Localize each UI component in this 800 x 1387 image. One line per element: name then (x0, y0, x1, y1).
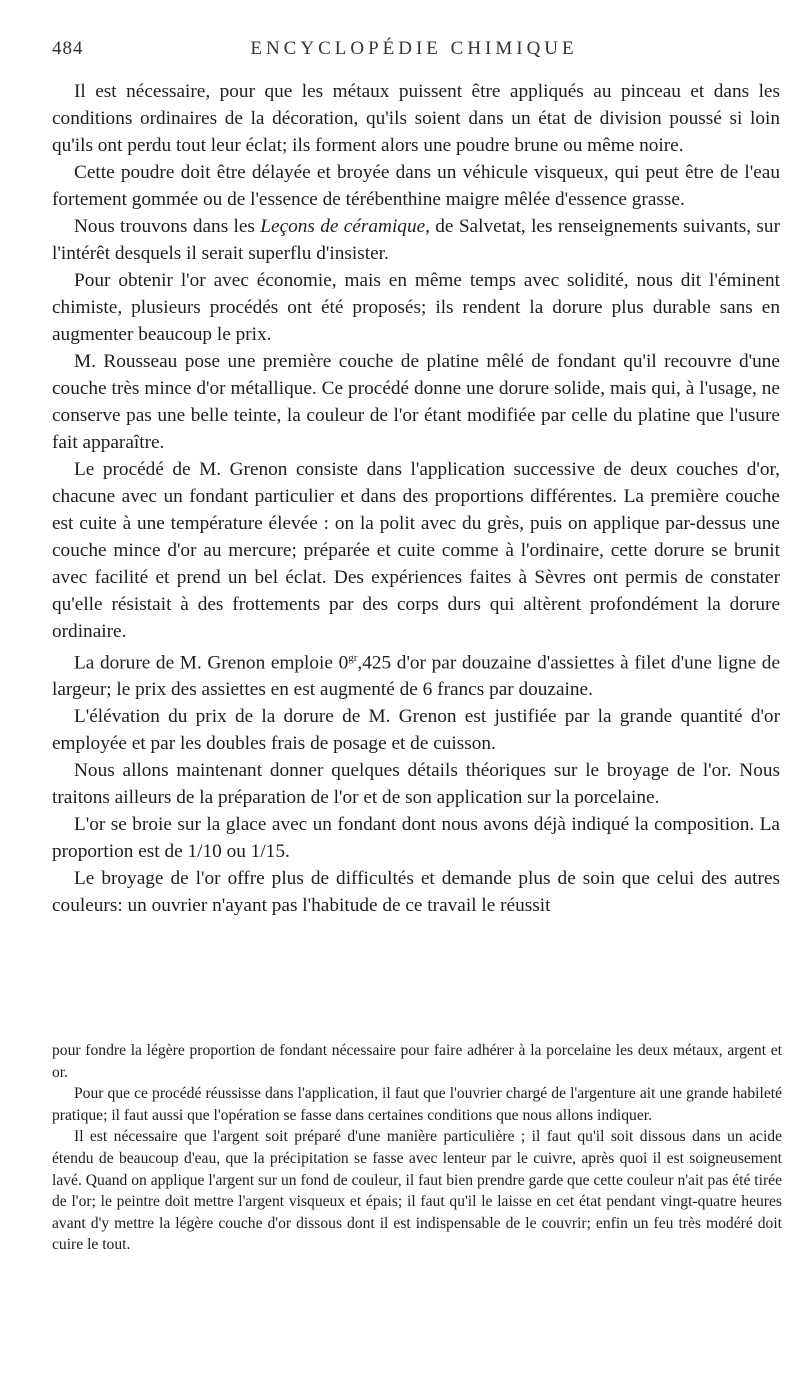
text-run: ,425 d'or par douzaine d'assiettes à filet d'une ligne de largeur; le prix des assiettes en est augmenté de 6 francs par douzaine. (52, 652, 780, 701)
paragraph: Pour obtenir l'or avec économie, mais en même temps avec solidité, nous dit l'éminent chimiste, plusieurs procédés ont été proposés; ils rendent la dorure plus durable sans en augmenter beaucoup le prix. (52, 270, 780, 345)
page-header (52, 38, 776, 64)
paragraph: M. Rousseau pose une première couche de platine mêlé de fondant qu'il recouvre d'une couche très mince d'or métallique. Ce procédé donne une dorure solide, mais qui, à l'usage, ne conserve pas une belle teinte, la couleur de l'or étant modifiée par celle du platine que l'usure fait apparaître. (52, 351, 780, 453)
page-number: 484 (52, 38, 84, 59)
paragraph: Nous allons maintenant donner quelques détails théoriques sur le broyage de l'or. Nous traitons ailleurs de la préparation de l'or et de son application sur la porcelaine. (52, 760, 780, 809)
book-title: Leçons de céramique (260, 216, 426, 237)
footnote-paragraph: Il est nécessaire que l'argent soit préparé d'une manière particulière ; il faut qu'il soit dissous dans un acide étendu de beaucoup d'eau, que la précipitation se fasse avec lenteur par le cuivre, après quoi il est soigneusement lavé. Quand on applique l'argent sur un fond de couleur, il faut bien prendre garde que cette couleur n'ait pas été tirée de l'or; le peintre doit mettre l'argent visqueux et épais; il faut qu'il le laisse en cet état pendant vingt-quatre heures avant d'y mettre la légère couche d'or dissous dont il est indispensable de le couvrir; enfin un feu très modéré doit cuire le tout. (52, 1128, 782, 1254)
text-run: , de Salvetat, les renseignements suivants, sur l'intérêt desquels il serait superflu d'insister. (52, 216, 780, 264)
running-title: ENCYCLOPÉDIE CHIMIQUE (250, 38, 578, 59)
text-run: La dorure de M. Grenon emploie 0 (74, 652, 349, 674)
text-run: Nous trouvons dans les (74, 216, 261, 237)
paragraph: Le procédé de M. Grenon consiste dans l'application successive de deux couches d'or, chacune avec un fondant particulier et dans des proportions différentes. La première couche est cuite à une température élevée : on la polit avec du grès, puis on applique par-dessus une couche mince d'or au mercure; préparée et cuite comme à l'ordinaire, cette dorure se brunit avec facilité et prend un bel éclat. Des expériences faites à Sèvres ont permis de constater qu'elle résistait à des frottements par des corps durs qui altèrent profondément la dorure ordinaire. (52, 459, 780, 642)
paragraph: Le broyage de l'or offre plus de difficultés et demande plus de soin que celui des autres couleurs: un ouvrier n'ayant pas l'habitude de ce travail le réussit (52, 868, 780, 917)
unit-superscript: gr (348, 652, 358, 664)
paragraph: L'or se broie sur la glace avec un fondant dont nous avons déjà indiqué la composition. La proportion est de 1/10 ou 1/15. (52, 814, 780, 863)
main-text (52, 78, 780, 919)
footnote-paragraph: Pour que ce procédé réussisse dans l'application, il faut que l'ouvrier chargé de l'argenture ait une grande habileté pratique; il faut aussi que l'opération se fasse dans certaines conditions que nous allons indiquer. (52, 1085, 782, 1124)
paragraph (52, 645, 780, 703)
paragraph (52, 213, 780, 267)
paragraph: L'élévation du prix de la dorure de M. Grenon est justifiée par la grande quantité d'or employée et par les doubles frais de posage et de cuisson. (52, 706, 780, 755)
paragraph: Cette poudre doit être délayée et broyée dans un véhicule visqueux, qui peut être de l'eau fortement gommée ou de l'essence de térébenthine maigre mêlée d'essence grasse. (52, 162, 780, 210)
paragraph: Il est nécessaire, pour que les métaux puissent être appliqués au pinceau et dans les conditions ordinaires de la décoration, qu'ils soient dans un état de division poussé si loin qu'ils ont perdu tout leur éclat; ils forment alors une poudre brune ou même noire. (52, 81, 780, 156)
footnotes (52, 1040, 782, 1256)
footnote-paragraph: pour fondre la légère proportion de fondant nécessaire pour faire adhérer à la porcelaine les deux métaux, argent et or. (52, 1042, 782, 1081)
